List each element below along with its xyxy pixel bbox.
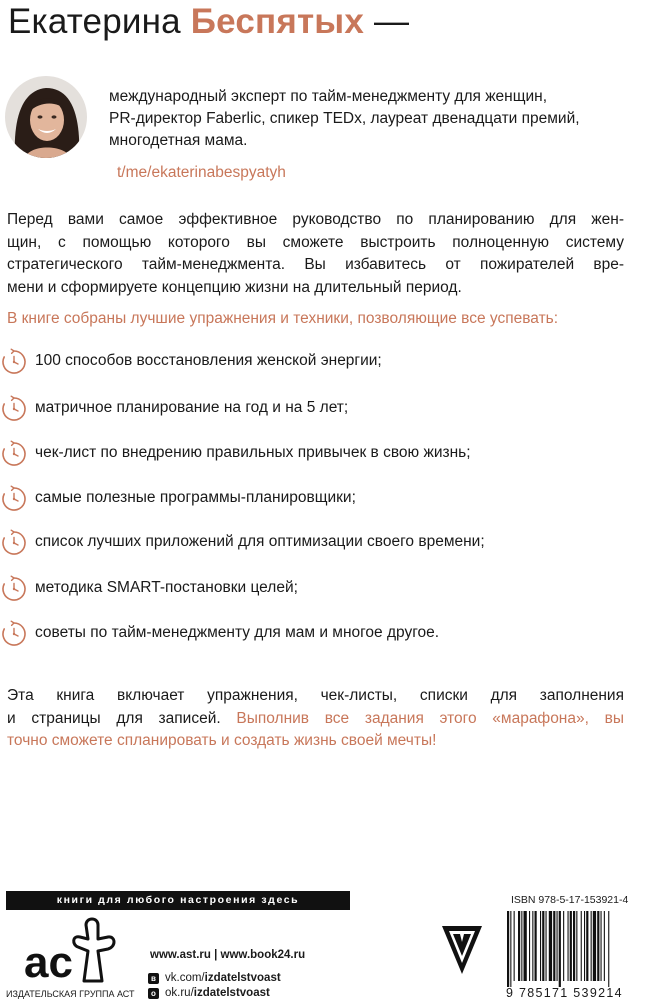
feature-text: список лучших приложений для оптимизации своего времени; [35, 533, 485, 550]
outro-accent-line: точно сможете спланировать и создать жизнь своей мечты! [7, 732, 437, 749]
barcode-bar [535, 911, 537, 981]
barcode-bar [563, 911, 564, 981]
outro-line [7, 708, 624, 731]
bio-line: PR-директор Faberlic, спикер TEDx, лауреат двенадцати премий, [109, 110, 580, 127]
features-heading: В книге собраны лучшие упражнения и техники, позволяющие все успевать: [7, 310, 559, 327]
barcode-bar [529, 911, 530, 981]
barcode-bar [546, 911, 547, 981]
barcode-bar [507, 911, 509, 987]
barcode-bar [532, 911, 533, 981]
barcode-bar [553, 911, 555, 981]
vk-icon: в [148, 973, 159, 984]
barcode-bar [518, 911, 520, 981]
vk-handle: izdatelstvoast [204, 972, 281, 984]
clock-icon [0, 620, 28, 648]
author-name [8, 2, 409, 42]
ast-logo [22, 917, 122, 987]
intro-line: Перед вами самое эффективное руководство по планированию для жен- [7, 211, 624, 228]
clock-icon [0, 348, 28, 376]
author-first-name: Екатерина [8, 2, 181, 41]
author-photo [5, 76, 87, 158]
barcode-bar [540, 911, 541, 981]
barcode-bar [559, 911, 561, 987]
site-link-book24[interactable]: www.book24.ru [220, 949, 306, 961]
v-imprint-logo [440, 924, 484, 976]
bio-line: международный эксперт по тайм-менеджменту для женщин, [109, 88, 548, 105]
ok-handle: izdatelstvoast [193, 987, 270, 999]
barcode-bar [514, 911, 515, 981]
barcode-bar [521, 911, 522, 981]
feature-text: чек-лист по внедрению правильных привычек в свою жизнь; [35, 444, 471, 461]
author-last-name: Беспятых [190, 2, 365, 41]
slogan-bar: книги для любого настроения здесь [6, 891, 350, 910]
barcode-bar [581, 911, 582, 981]
vk-prefix: vk.com/ [165, 972, 205, 984]
ok-icon: о [148, 988, 159, 999]
barcode [505, 911, 645, 987]
publisher-name: ИЗДАТЕЛЬСКАЯ ГРУППА АСТ [6, 989, 135, 999]
feature-text: 100 способов восстановления женской энергии; [35, 352, 382, 369]
ast-logo-text: ac [24, 938, 73, 987]
barcode-bar [608, 911, 609, 987]
bio-line: многодетная мама. [109, 132, 248, 149]
barcode-bar [586, 911, 588, 981]
barcode-number: 9 785171 539214 [506, 986, 623, 1000]
barcode-bar [597, 911, 599, 981]
barcode-bar [584, 911, 585, 981]
clock-icon [0, 529, 28, 557]
barcode-bar [573, 911, 575, 981]
barcode-bar [510, 911, 511, 987]
isbn: ISBN 978-5-17-153921-4 [511, 894, 629, 906]
outro-paragraph [7, 685, 624, 753]
author-bio [109, 86, 629, 152]
ok-prefix: ok.ru/ [165, 987, 194, 999]
barcode-bar [524, 911, 527, 981]
outro-accent-text: Выполнив все задания этого «марафона», вы [236, 709, 624, 727]
clock-icon [0, 395, 28, 423]
site-link-ast[interactable]: www.ast.ru [150, 949, 211, 961]
barcode-bar [601, 911, 602, 981]
clock-icon [0, 485, 28, 513]
barcode-bar [604, 911, 605, 981]
websites [150, 948, 305, 962]
clock-icon [0, 440, 28, 468]
barcode-bar [549, 911, 552, 981]
barcode-bar [593, 911, 596, 981]
site-separator: | [214, 949, 218, 961]
feature-text: советы по тайм-менеджменту для мам и многое другое. [35, 624, 440, 641]
telegram-link[interactable]: t/me/ekaterinabespyatyh [117, 164, 286, 181]
intro-line: стратегического тайм-менеджмента. Вы избавитесь от пожирателей вре- [7, 256, 624, 273]
barcode-bar [591, 911, 592, 981]
intro-line: щин, с помощью которого вы сможете выстроить полноценную систему [7, 233, 624, 251]
social-vk[interactable] [148, 971, 281, 985]
clock-icon [0, 575, 28, 603]
outro-plain-text: и страницы для записей. [7, 709, 237, 727]
feature-text: матричное планирование на год и на 5 лет; [35, 399, 349, 416]
social-ok[interactable] [148, 986, 270, 1000]
barcode-bar [576, 911, 577, 981]
outro-line: Эта книга включает упражнения, чек-листы, списки для заполнения [7, 687, 624, 704]
barcode-bar [570, 911, 572, 981]
intro-line: мени и сформируете концепцию жизни на длительный период. [7, 278, 462, 296]
barcode-bar [568, 911, 569, 981]
feature-text: самые полезные программы-планировщики; [35, 489, 356, 506]
barcode-bar [542, 911, 544, 981]
author-dash: — [374, 2, 410, 41]
feature-text: методика SMART-постановки целей; [35, 579, 298, 596]
barcode-bar [557, 911, 558, 981]
intro-paragraph [7, 209, 624, 299]
